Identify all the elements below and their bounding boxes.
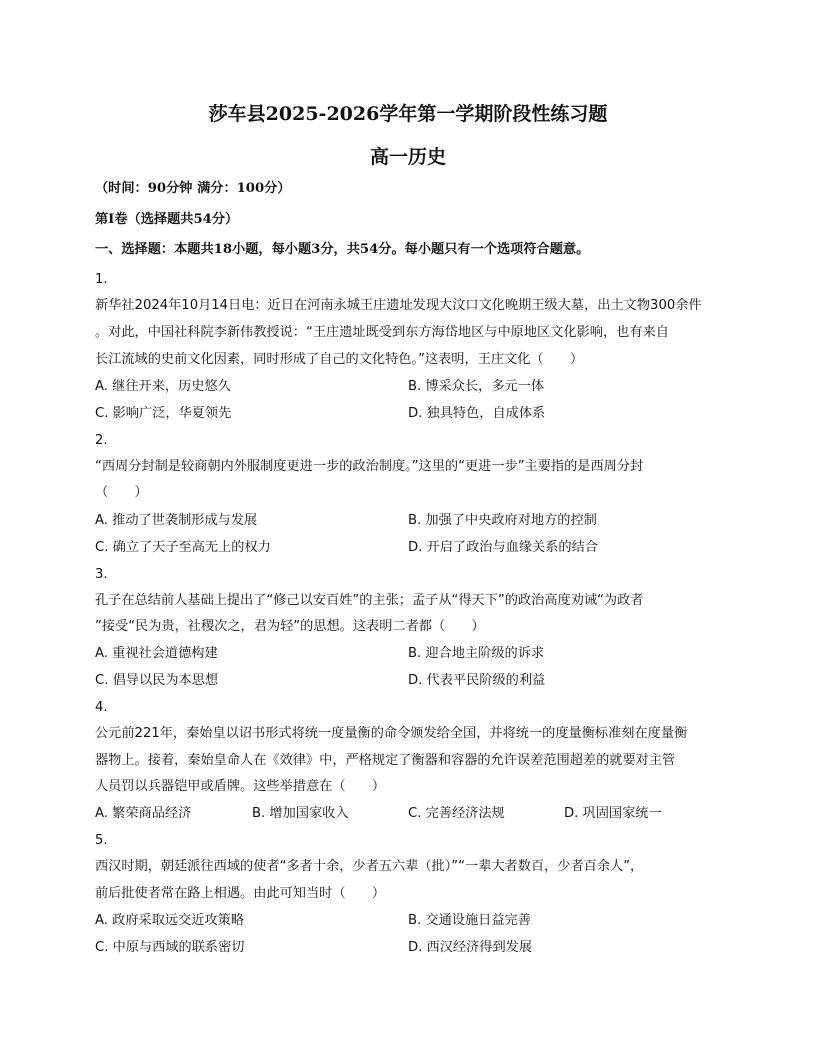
option-a: A. 繁荣商品经济 bbox=[95, 806, 192, 821]
question-number: 2. bbox=[95, 433, 108, 448]
question-text-line: 孔子在总结前人基础上提出了“修己以安百姓”的主张；孟子从“得天下”的政治高度劝诫“为政者 bbox=[95, 593, 644, 608]
question-text-line: （ ） bbox=[95, 485, 148, 500]
question-text-line: 器物上。接着，秦始皇命人在《效律》中，严格规定了衡器和容器的允许误差范围超差的就要对主管 bbox=[95, 753, 676, 768]
option-d: D. 开启了政治与血缘关系的结合 bbox=[408, 540, 598, 555]
exam-title: 莎车县2025-2026学年第一学期阶段性练习题 bbox=[208, 103, 608, 125]
option-c: C. 影响广泛，华夏领先 bbox=[95, 406, 232, 421]
option-b: B. 增加国家收入 bbox=[252, 806, 349, 821]
option-d: D. 巩固国家统一 bbox=[564, 806, 662, 821]
option-b: B. 迎合地主阶级的诉求 bbox=[408, 646, 545, 661]
question-text-line: ”接受“民为贵，社稷次之，君为轻”的思想。这表明二者都（ ） bbox=[95, 619, 485, 634]
option-d: D. 西汉经济得到发展 bbox=[408, 940, 533, 955]
question-text-line: 人员罚以兵器铠甲或盾牌。这些举措意在（ ） bbox=[95, 779, 386, 794]
question-text-line: 。对此，中国社科院李新伟教授说：“王庄遗址既受到东方海岱地区与中原地区文化影响，也有来自 bbox=[95, 325, 669, 340]
option-a: A. 政府采取远交近攻策略 bbox=[95, 913, 245, 928]
question-text-line: 长江流域的史前文化因素，同时形成了自己的文化特色。”这表明，王庄文化（ ） bbox=[95, 352, 584, 367]
option-a: A. 推动了世袭制形成与发展 bbox=[95, 513, 258, 528]
option-a: A. 继往开来，历史悠久 bbox=[95, 379, 231, 394]
question-text-line: 西汉时期，朝廷派往西域的使者“多者十余，少者五六辈（批）”“一辈大者数百，少者百余人”， bbox=[95, 859, 644, 874]
part-title: 第Ⅰ卷（选择题共54分） bbox=[95, 212, 239, 227]
option-c: C. 倡导以民为本思想 bbox=[95, 673, 219, 688]
exam-subject: 高一历史 bbox=[369, 146, 446, 168]
question-text-line: “西周分封制是较商朝内外服制度更进一步的政治制度。”这里的“更进一步”主要指的是西周分封 bbox=[95, 459, 644, 474]
option-b: B. 交通设施日益完善 bbox=[408, 913, 531, 928]
question-number: 5. bbox=[95, 833, 108, 848]
option-d: D. 代表平民阶级的利益 bbox=[408, 673, 546, 688]
option-c: C. 中原与西域的联系密切 bbox=[95, 940, 245, 955]
question-number: 4. bbox=[95, 700, 108, 715]
option-c: C. 完善经济法规 bbox=[408, 806, 505, 821]
option-a: A. 重视社会道德构建 bbox=[95, 646, 218, 661]
question-text-line: 新华社2024年10月14日电：近日在河南永城王庄遗址发现大汶口文化晚期王级大墓，出土文物300余件 bbox=[95, 298, 702, 313]
option-d: D. 独具特色，自成体系 bbox=[408, 406, 546, 421]
question-text-line: 公元前221年，秦始皇以诏书形式将统一度量衡的命令颁发给全国，并将统一的度量衡标准刻在度量衡 bbox=[95, 726, 688, 741]
section-title: 一、选择题：本题共18小题，每小题3分，共54分。每小题只有一个选项符合题意。 bbox=[95, 242, 590, 257]
option-b: B. 加强了中央政府对地方的控制 bbox=[408, 513, 597, 528]
option-c: C. 确立了天子至高无上的权力 bbox=[95, 540, 271, 555]
question-number: 3. bbox=[95, 567, 108, 582]
option-b: B. 博采众长，多元一体 bbox=[408, 379, 545, 394]
exam-info: （时间：90分钟 满分：100分） bbox=[95, 181, 291, 196]
question-text-line: 前后批使者常在路上相遇。由此可知当时（ ） bbox=[95, 886, 386, 901]
question-number: 1. bbox=[95, 272, 108, 287]
